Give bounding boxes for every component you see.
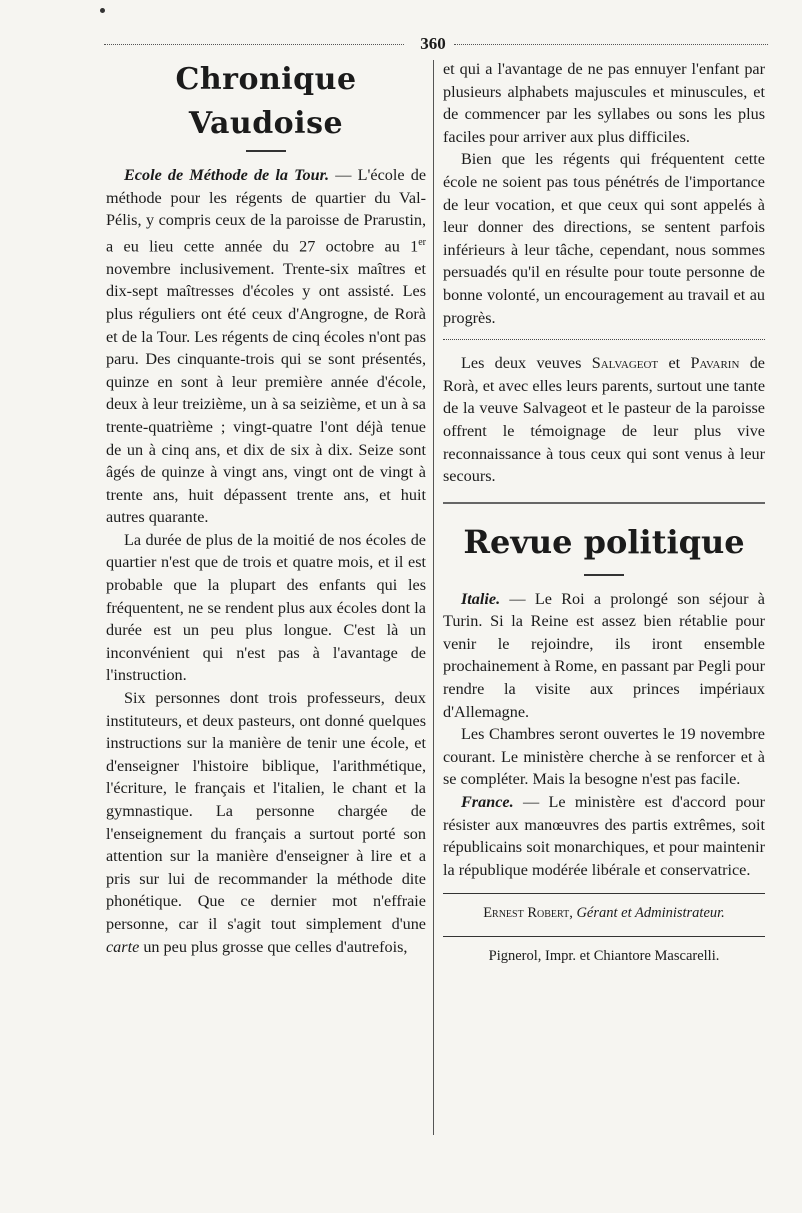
ink-speck: [100, 8, 105, 13]
paragraph-text: — L'école de méthode pour les régents de quartier du Val-Pélis, y compris ceux de la paroisse de Prarustin, a eu lieu cette année du 27 octobre au 1: [106, 166, 427, 256]
article-heading: Ecole de Méthode de la Tour.: [124, 166, 330, 184]
paragraph-text: — Le ministère est d'accord pour résister aux manœuvres des partis extrêmes, soit républicains soit monarchiques, et pour maintenir la république modérée libérale et conservatrice.: [443, 793, 765, 879]
dotted-separator: [443, 339, 765, 340]
superscript: er: [418, 236, 426, 248]
article-paragraph-1: [106, 164, 426, 529]
italie-heading: Italie.: [461, 589, 501, 608]
emphasis-text: carte: [106, 937, 140, 956]
thanks-notice: [443, 352, 765, 488]
page-header: [104, 34, 768, 56]
name-salvageot: Salvageot: [591, 354, 659, 373]
section-separator: [443, 502, 765, 504]
gerant-name: Ernest Robert,: [483, 905, 573, 922]
gerant-role: Gérant et Administrateur.: [572, 905, 725, 922]
italie-paragraph: [443, 588, 765, 724]
chambres-paragraph: Les Chambres seront ouvertes le 19 novembre courant. Le ministère cherche à se renforcer et à se compléter. Mais la besogne n'est pas facile.: [443, 725, 765, 789]
gerant-line: [443, 902, 765, 924]
printer-line: Pignerol, Impr. et Chiantore Mascarelli.: [488, 948, 720, 965]
france-heading: France.: [461, 793, 514, 812]
paragraph-text: un peu plus grosse que celles d'autrefois,: [139, 937, 408, 956]
france-paragraph: [443, 791, 765, 881]
paragraph-text: Les deux veuves: [461, 354, 592, 373]
article-paragraph-3: [106, 687, 426, 958]
title-rule: [246, 150, 286, 152]
article-paragraph-4: Bien que les régents qui fréquentent cette école ne soient pas tous pénétrés de l'importance de leur vocation, et que ceux qui sont appelés à leur donner des directions, se sentent parfois inférieurs à leur tâche, cependant, nous sommes persuadés qu'il en résulte pour toute personne de bonne volonté, un encouragement au travail et au progrès.: [443, 150, 765, 327]
name-pavarin: Pavarin: [690, 354, 740, 373]
continued-paragraph: et qui a l'avantage de ne pas ennuyer l'enfant par plusieurs alphabets majuscules et minuscules, et de commencer par les syllabes ou sons les plus faciles pour arriver aux plus difficiles.: [443, 60, 765, 146]
article-paragraph-2: La durée de plus de la moitié de nos écoles de quartier n'est que de trois et quatre mois, et il est probable que la plupart des enfants qui les fréquentent, ne se rendent plus aux écoles dont la durée est un peu plus longue. C'est là un inconvénient qui n'est pas à l'avantage de l'instruction.: [106, 530, 426, 685]
paragraph-text: — Le Roi a prolongé son séjour à Turin. Si la Reine est assez bien rétablie pour venir le rejoindre, ils iront ensemble prochainement à Rome, en passant par Pegli pour rendre la visite aux princes impériaux d'Allemagne.: [443, 589, 765, 721]
header-rule-left: [104, 44, 404, 45]
paragraph-text: Six personnes dont trois professeurs, deux instituteurs, et deux pasteurs, ont donné quelques instructions sur la manière de tenir une école, et d'enseigner l'histoire biblique, l'arithmétique, l'écriture, le français et l'italien, le chant et la gymnastique. La personne chargée de l'enseignement du français a surtout porté son attention sur la manière d'enseigner à lire et a pris sur lui de recommander la méthode dite phonétique. Que ce dernier mot n'effraie personne, car il s'agit tout simplement d'une: [106, 689, 426, 933]
header-rule-right: [454, 44, 768, 45]
footer-rule: [443, 893, 765, 894]
paragraph-text: et: [658, 354, 691, 373]
column-divider: [433, 60, 434, 1135]
title-rule: [584, 574, 624, 576]
section-title-chronique: Chronique Vaudoise: [175, 62, 357, 141]
footer-rule: [443, 936, 765, 937]
left-column: [106, 58, 426, 958]
paragraph-text: novembre inclusivement. Trente-six maîtres et dix-sept maîtresses d'écoles y ont assisté. Les plus réguliers ont été ceux d'Angrogne, de Rorà et de la Tour. Les régents de cinq écoles n'ont pas paru. Des cinquante-trois qui se sont présentés, quinze en sont à leur première année d'école, deux à leur treizième, un à sa seizième, et un à sa trente-quatrième ; vingt-quatre l'ont déjà tenue de un à cinq ans, et dix de six à dix. Seize sont âgés de quinze à vingt ans, vingt ont de vingt à trente ans, huit dépassent trente ans, et huit autres quarante.: [106, 259, 426, 527]
section-title-revue-politique: Revue politique: [463, 522, 745, 561]
page-number: 360: [420, 34, 446, 53]
right-column: [443, 58, 765, 967]
paragraph-text: de Rorà, et avec elles leurs parents, surtout une tante de la veuve Salvageot et le pasteur de la paroisse offrent le témoignage de leur plus vive reconnaissance à tous ceux qui sont venus à leur secours.: [443, 354, 765, 486]
